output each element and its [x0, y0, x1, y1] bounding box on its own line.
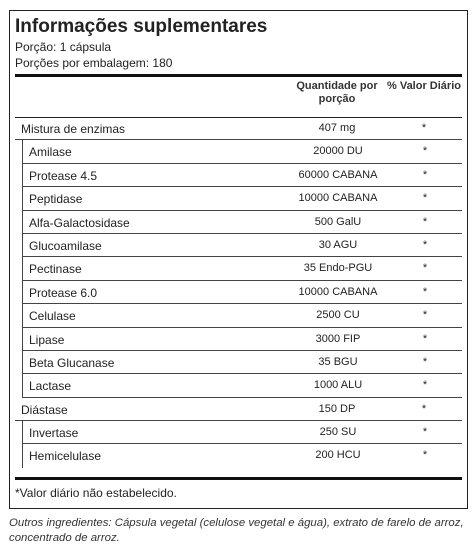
- thick-divider-bottom: [15, 477, 462, 480]
- ingredient-amount: 35 BGU: [318, 355, 358, 368]
- ingredient-amount: 10000 CABANA: [298, 192, 378, 205]
- ingredient-name: Amilase: [29, 145, 72, 160]
- table-row: [22, 421, 462, 444]
- ingredient-amount: 20000 DU: [313, 145, 363, 158]
- ingredient-amount: 3000 FIP: [315, 332, 361, 345]
- ingredient-daily-value: *: [422, 215, 428, 228]
- panel-title: Informações suplementares: [15, 16, 268, 37]
- table-row: [15, 398, 462, 421]
- ingredient-amount: 500 GalU: [314, 215, 362, 228]
- ingredient-name: Beta Glucanase: [29, 355, 115, 370]
- serving-size: Porção: 1 cápsula: [15, 40, 112, 54]
- ingredient-name: Invertase: [29, 426, 79, 441]
- table-header: [15, 78, 462, 118]
- ingredient-name: Hemicelulase: [29, 449, 102, 464]
- servings-per-container: Porções por embalagem: 180: [15, 56, 173, 70]
- ingredient-name: Diástase: [21, 402, 68, 417]
- ingredient-daily-value: *: [422, 309, 428, 322]
- ingredient-amount: 35 Endo-PGU: [303, 262, 373, 275]
- ingredient-daily-value: *: [422, 238, 428, 251]
- ingredient-name: Celulase: [29, 309, 76, 324]
- ingredient-name: Lactase: [29, 379, 72, 394]
- ingredient-daily-value: *: [422, 426, 428, 439]
- table-row: [22, 257, 462, 280]
- table-row: [22, 444, 462, 467]
- table-row: [22, 187, 462, 210]
- ingredient-daily-value: *: [421, 122, 427, 134]
- other-ingredients: Outros ingredientes: Cápsula vegetal (celulose vegetal e água), extrato de farelo de arroz, concentrado de arroz.: [9, 517, 464, 544]
- ingredient-name: Peptidase: [29, 192, 83, 207]
- ingredient-name: Pectinase: [29, 262, 82, 277]
- header-amount: Quantidade por porção: [296, 80, 378, 105]
- table-row: [22, 140, 462, 163]
- footnote: *Valor diário não estabelecido.: [15, 486, 177, 500]
- ingredient-daily-value: *: [422, 192, 428, 205]
- table-row: [22, 234, 462, 257]
- ingredient-amount: 10000 CABANA: [298, 285, 378, 298]
- ingredient-amount: 250 SU: [319, 426, 357, 439]
- ingredient-daily-value: *: [422, 262, 428, 275]
- ingredient-amount: 2500 CU: [316, 309, 360, 322]
- thick-divider-top: [15, 74, 462, 77]
- ingredient-daily-value: *: [422, 168, 428, 181]
- ingredient-name: Glucoamilase: [29, 238, 102, 253]
- ingredient-name: Alfa-Galactosidase: [29, 215, 130, 230]
- ingredient-daily-value: *: [422, 449, 428, 462]
- ingredient-amount: 200 HCU: [315, 449, 361, 462]
- ingredient-amount: 1000 ALU: [313, 379, 363, 392]
- ingredient-rows: [15, 117, 462, 468]
- table-row: [22, 211, 462, 234]
- ingredient-name: Protease 4.5: [29, 168, 98, 183]
- table-row: [22, 374, 462, 397]
- table-row: [22, 351, 462, 374]
- ingredient-name: Mistura de enzimas: [21, 122, 126, 136]
- ingredient-name: Lipase: [29, 332, 65, 347]
- ingredient-amount: 407 mg: [318, 122, 356, 134]
- ingredient-amount: 60000 CABANA: [298, 168, 378, 181]
- table-row: [22, 328, 462, 351]
- ingredient-daily-value: *: [422, 285, 428, 298]
- ingredient-daily-value: *: [421, 402, 427, 415]
- table-row: [22, 304, 462, 327]
- ingredient-amount: 150 DP: [318, 402, 356, 415]
- ingredient-daily-value: *: [422, 379, 428, 392]
- table-row: [15, 117, 462, 140]
- header-daily-value: % Valor Diário: [387, 80, 461, 92]
- ingredient-daily-value: *: [422, 145, 428, 158]
- ingredient-name: Protease 6.0: [29, 285, 98, 300]
- ingredient-daily-value: *: [422, 355, 428, 368]
- supplement-facts-panel: [9, 10, 468, 509]
- table-row: [22, 164, 462, 187]
- table-row: [22, 281, 462, 304]
- ingredient-amount: 30 AGU: [318, 238, 358, 251]
- ingredient-daily-value: *: [422, 332, 428, 345]
